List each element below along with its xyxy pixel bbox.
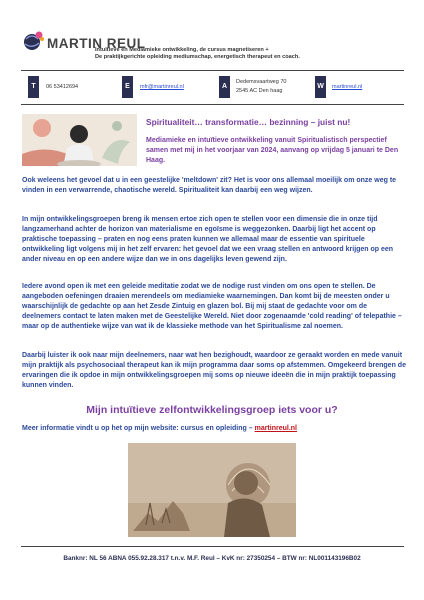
footer-divider (21, 546, 404, 547)
web-tile: W (315, 76, 326, 98)
website-link-footer[interactable]: martinreul.nl (254, 425, 297, 432)
tagline-line2: De praktijkgerichte opleiding mediumschap, energetisch therapeut en coach. (95, 54, 300, 60)
call-to-action-heading: Mijn intuïtieve zelfontwikkelingsgroep iets voor u? (86, 404, 338, 416)
tagline-line1: Intuïtieve en Mediamieke ontwikkeling, de cursus magnetiseren + (95, 47, 269, 53)
tagline (95, 47, 385, 61)
email-tile: E (122, 76, 133, 98)
intro-title: Spiritualiteit… transformatie… bezinning – juist nu! (146, 117, 351, 127)
more-info-text: Meer informatie vindt u op het op mijn website: cursus en opleiding – (22, 425, 255, 432)
contact-divider (21, 104, 404, 105)
address-tile: A (219, 76, 230, 98)
paragraph-4: Daarbij luister ik ook naar mijn deelnemers, naar wat hen bezighoudt, waardoor ze geraakt worden en mede vanuit mijn praktijk als psychosociaal therapeut kan ik mijn programma daar soms op afstemmen. Omgekeerd brengen de ervaringen die ik opdoe in mijn ontwikkelingsgroepen mij soms op nieuwe ideeën die in mijn praktijk toepassing kunnen vinden. (22, 352, 406, 389)
meditation-illustration (22, 114, 137, 166)
address-line1: Dedemsvaartweg 70 (236, 79, 287, 85)
brand-logo (21, 29, 45, 53)
address-line2: 2545 AC Den haag (236, 88, 283, 94)
paragraph-2: In mijn ontwikkelingsgroepen breng ik mensen ertoe zich open te stellen voor een dimensie die in onze tijd langzamerhand achter de horizon van materialisme en egoïsme is weggezonken. Daarbij ligt het accent op praktische toepassing – praten en nog eens praten kunnen we allemaal maar de essentie van spirituele ontwikkeling ligt volgens mij in het zelf ervaren: het gevoel dat we een vraag stellen en antwoord krijgen op een ander niveau en op een andere wijze dan we in ons dagelijks leven gewend zijn. (22, 216, 394, 263)
footer-bank-details: Banknr: NL 56 ABNA 055.92.28.317 t.n.v. M.F. Reul – KvK nr: 27350254 – BTW nr: NL001143196B02 (63, 555, 361, 562)
phone-tile: T (28, 76, 39, 98)
email-link[interactable]: mfr@martinreul.nl (140, 84, 184, 90)
paragraph-3: Iedere avond open ik met een geleide meditatie zodat we de nodige rust vinden om ons open te stellen. De aangeboden oefeningen draaien merendeels om mediamieke waarnemingen. Dan komt bij de meesten onder u waarschijnlijk de gedachte op aan het Zesde Zintuig en glazen bol. Bij mij staat de gedachte voor om de deelnemers contact te laten maken met de Geestelijke Wereld. Niet door zogenaamde 'cold reading' of telepathie – maar op de authentieke wijze van wat ik de klassieke methode van het Spiritualisme zal noemen. (22, 283, 402, 330)
more-info (22, 425, 297, 432)
intro-text: Mediamieke en intuïtieve ontwikkeling vanuit Spiritualistisch perspectief samen met mij in het voorjaar van 2024, aanvang op vrijdag 5 januari te Den Haag. (146, 137, 399, 164)
website-link[interactable]: martinreul.nl (332, 84, 363, 90)
header-divider (21, 70, 404, 71)
brand-name: MARTIN REUL (47, 36, 146, 51)
spiritual-artwork (128, 443, 296, 537)
phone-number[interactable]: 06 53412694 (46, 84, 79, 90)
paragraph-1: Ook weleens het gevoel dat u in een geestelijke 'meltdown' zit? Het is voor ons allemaal moeilijk om onze weg te vinden in een verwarrende, chaotische wereld. Spiritualiteit kan daarbij een weg wijzen. (22, 177, 397, 194)
